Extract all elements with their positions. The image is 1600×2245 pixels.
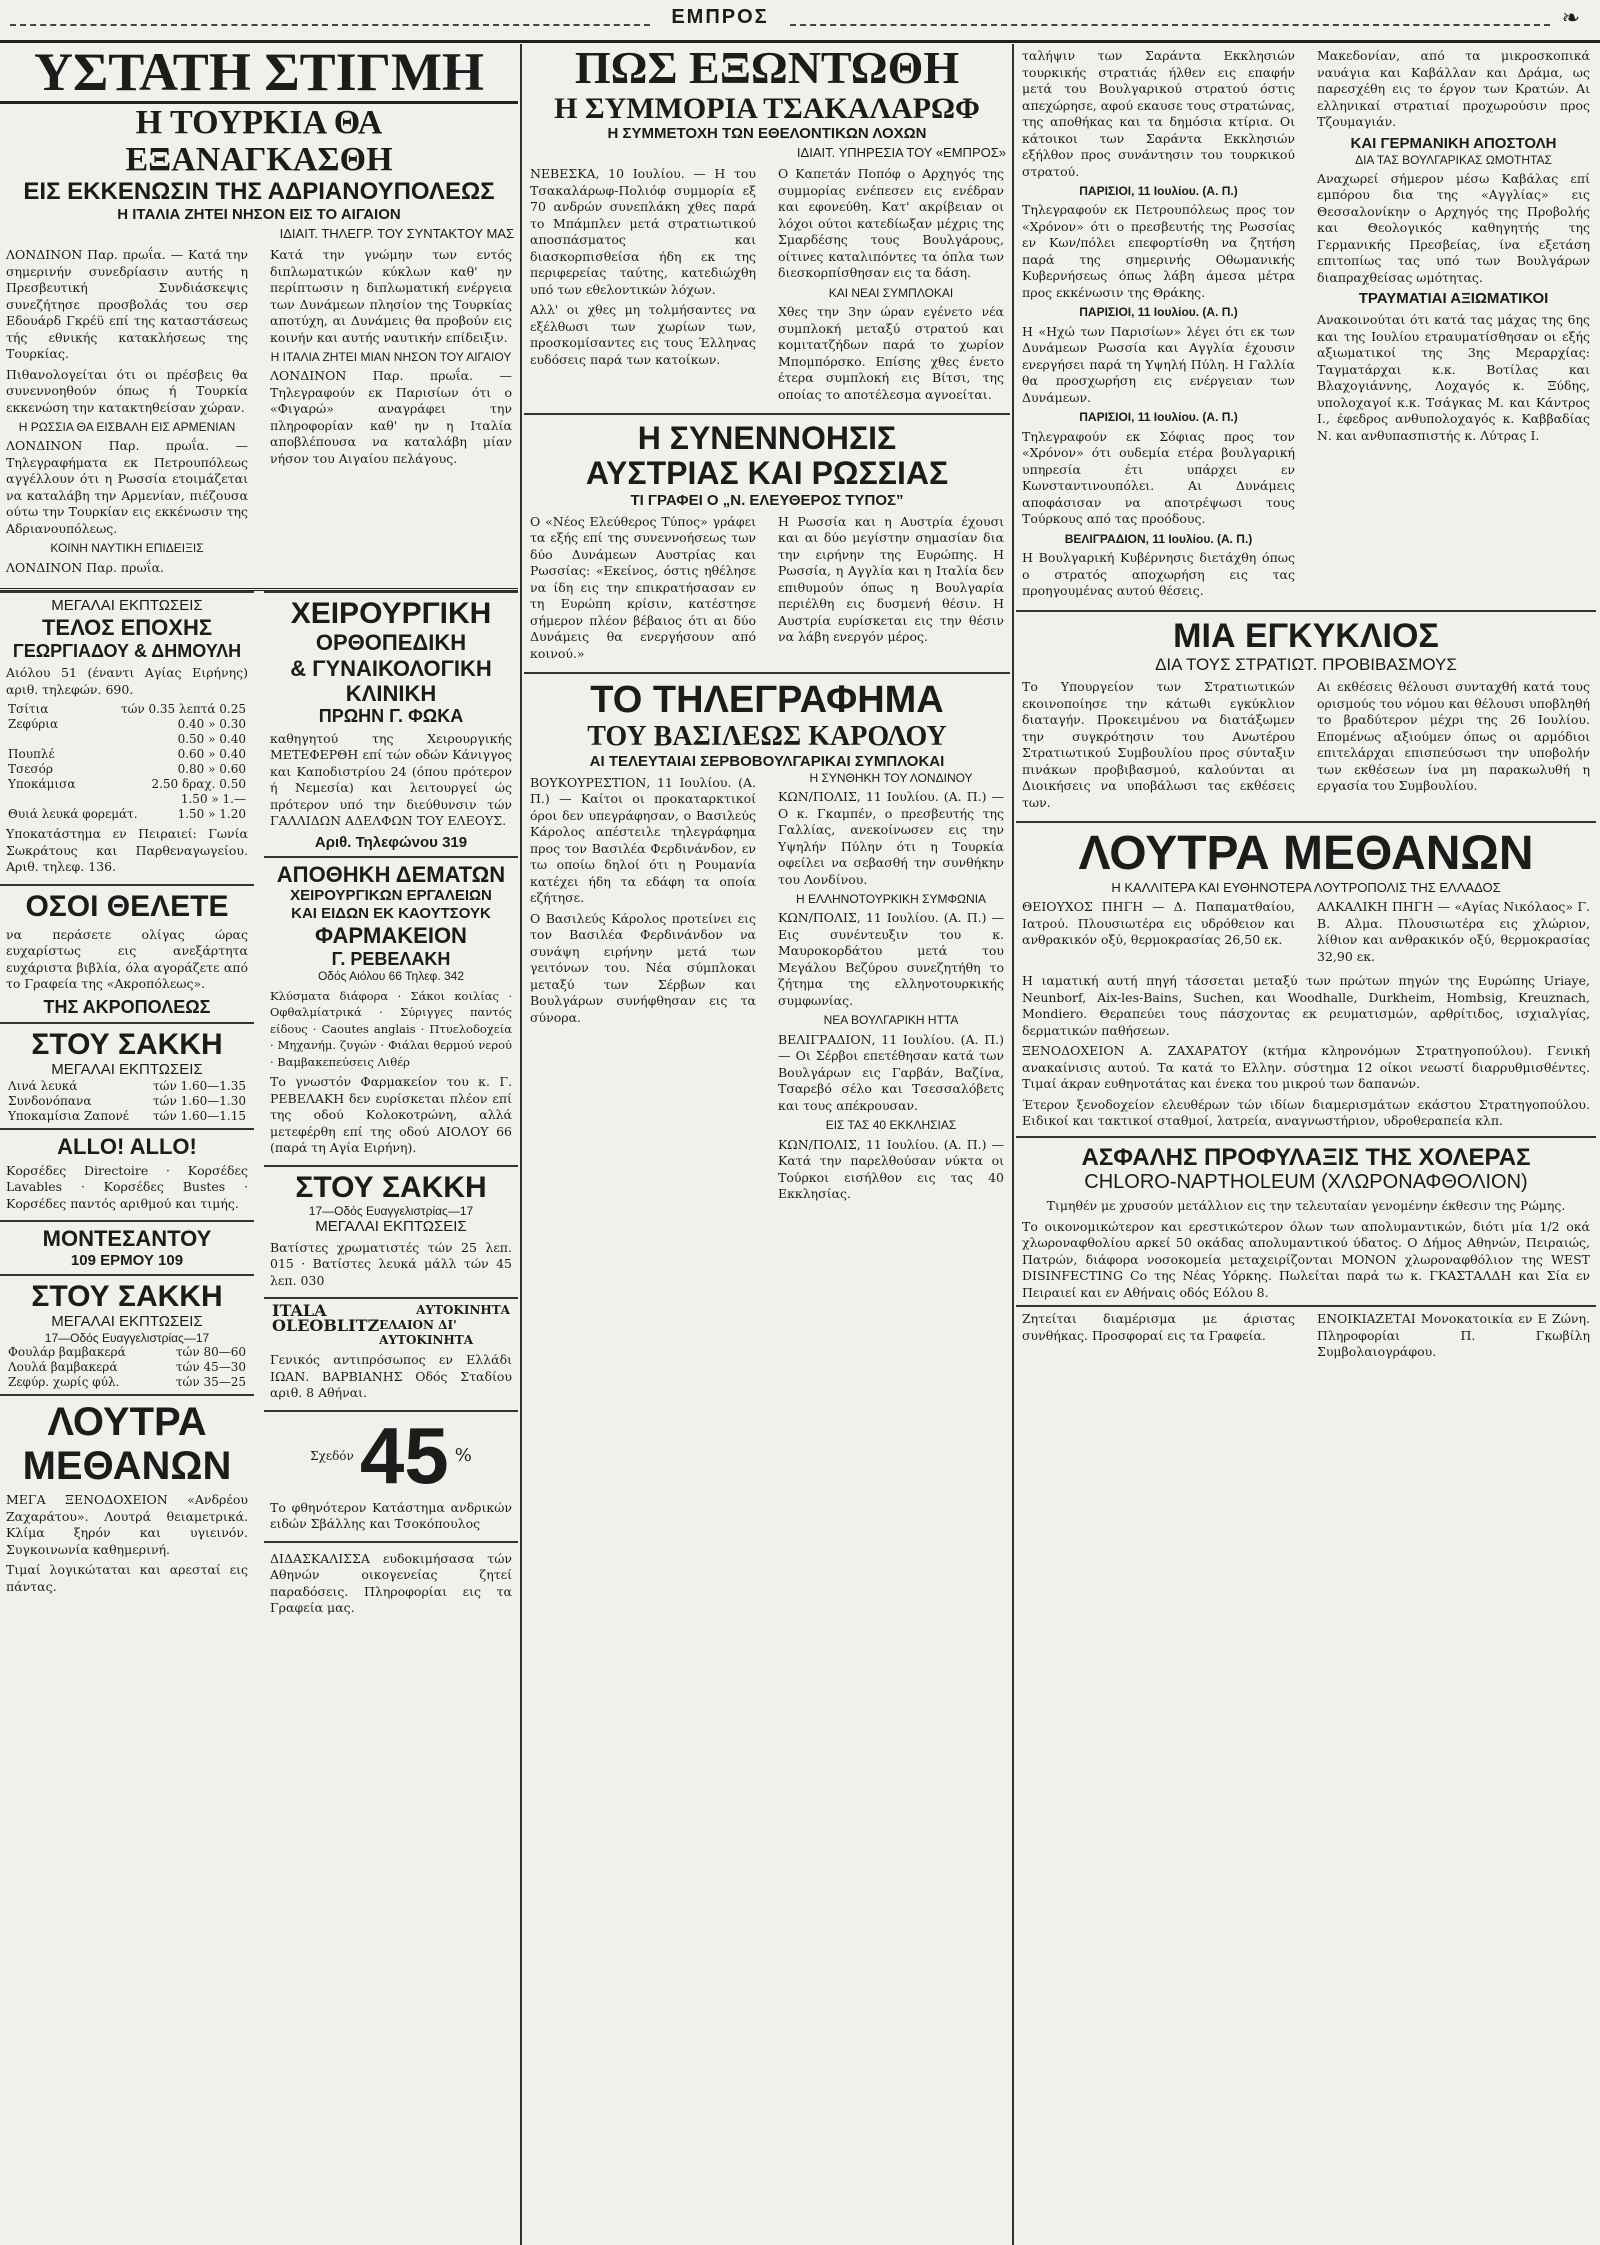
article-paragraph: Κατά την γνώμην των εντός διπλωματικών κύκλων καθ' ην περίπτωσιν η διπλωματική ενέργεια των Δυνάμεων πλησίον της Τουρκίας αποτύχη, αι Δυνάμεις θα προβούν εις κοινήν και αυτής ναυτικήν επίδειξιν. — [270, 247, 512, 345]
price-item: Πουπλέ — [8, 747, 55, 762]
article-paragraph: ΝΕΒΕΣΚΑ, 10 Ιουλίου. — Η του Τσακαλάρωφ-Πολιόφ συμμορία εξ 70 ανδρών συνεπλάκη χθες παρά το Μπάμπλεν μετά στρατιωτικού αποσπάσματος και διασκορπισθείσα ήδη εκ της περιφερείας ταύτης, κατεδιώχθη υπό των εθελοντικών λόχων. — [530, 166, 756, 297]
headline: Η ΤΟΥΡΚΙΑ ΘΑ ΕΞΑΝΑΓΚΑΣΘΗ — [125, 103, 393, 179]
article-paragraph: Το Υπουργείον των Στρατιωτικών εκοινοποίησε την κάτωθι εγκύκλιον διαταγήν. Προκειμένου να διατάξωμεν την συγκρότησιν του Ανωτέρου Στρατιωτικού Συμβουλίου προς σύνταξιν πινάκων προβιβασμού, καλούνται αι Διοικήσεις να υποβάλωσι τας εκθέσεις των. — [1022, 679, 1295, 810]
article-paragraph: Ο Βασιλεύς Κάρολος προτείνει εις τον Βασιλέα Φερδινάνδον να συνάψη ειρήνην μετά των γειτόνων του. Νέα σύμπλοκαι μεταξύ των Σέρβων και Βουλγάρων συνήφθησαν εις τα σύνορα. — [530, 910, 756, 1025]
ad-subtitle: ΜΕΓΑΛΑΙ ΕΚΠΤΩΣΕΙΣ — [51, 1312, 203, 1330]
ad-body: Γενικός αντιπρόσωπος εν Ελλάδι ΙΩΑΝ. ΒΑΡΒΙΑΝΗΣ Οδός Σταδίου αριθ. 8 Αθήναι. — [270, 1352, 512, 1401]
ad-body: Το φθηνότερον Κατάστημα ανδρικών ειδών Σβάλλης και Τσοκόπουλος — [270, 1499, 512, 1532]
ad-subtitle: ΜΕΓΑΛΑΙ ΕΚΠΤΩΣΕΙΣ — [51, 1060, 203, 1078]
headline: ΤΟ ΤΗΛΕΓΡΑΦΗΜΑ — [590, 679, 944, 722]
ad-subheadline: Η ΚΑΛΛΙΤΕΡΑ ΚΑΙ ΕΥΘΗΝΟΤΕΡΑ ΛΟΥΤΡΟΠΟΛΙΣ ΤΗΣ ΕΛΛΑΔΟΣ — [1111, 879, 1501, 895]
classified-ad: ΕΝΟΙΚΙΑΖΕΤΑΙ Μονοκατοικία εν Ε Ζώνη. Πληροφορίαι Π. Γκωβίλη Συμβολαιογράφου. — [1317, 1311, 1590, 1360]
price-item: Τσίτια — [8, 702, 49, 717]
article-columns — [524, 510, 1010, 667]
price-row — [8, 1345, 246, 1360]
article-columns — [524, 771, 1010, 1207]
divider — [1016, 821, 1596, 823]
section-subheading: ΚΑΙ ΝΕΑΙ ΣΥΜΠΛΟΚΑΙ — [828, 285, 954, 300]
price-item: Συνδονόπανα — [8, 1093, 92, 1108]
ad-body: να περάσετε ολίγας ώρας ευχαρίστως εις ανεξάρτητα ευχάριστα βιβλία, όλα αγοράζετε από το Γραφεία της «Ακροπόλεως». — [6, 926, 248, 992]
section-heading: ΚΑΙ ΓΕΡΜΑΝΙΚΗ ΑΠΟΣΤΟΛΗ — [1350, 134, 1557, 152]
ad-allo — [0, 1128, 254, 1221]
divider — [1016, 1136, 1596, 1138]
ad-title: ΜΟΝΤΕΣΑΝΤΟΥ — [42, 1226, 212, 1252]
article-paragraph: Τηλεγραφούν εκ Σόφιας προς τον «Χρόνον» ότι ουδεμία ετέρα βουλγαρική υπηρεσία έτι υπάρχει εν Κωνσταντινουπόλει. Αι Δυνάμεις αποφάσισαν να αποτρέψωσι τους Τούρκους από τας προόδους. — [1022, 428, 1295, 527]
column-rule — [1012, 44, 1014, 2245]
ad-subtitle: ΜΕΓΑΛΑΙ ΕΚΠΤΩΣΕΙΣ — [315, 1217, 467, 1235]
ad-title: ΠΡΩΗΝ Γ. ΦΩΚΑ — [318, 706, 464, 727]
price-row — [8, 1375, 246, 1390]
ornament-icon: ❧ — [1561, 6, 1580, 31]
ad-title: ΚΑΙ ΕΙΔΩΝ ΕΚ ΚΑΟΥΤΣΟΥΚ — [291, 905, 491, 923]
article-paragraph: Αλλ' οι χθες μη τολμήσαντες να εξέλθωσι των χωρίων των, προσκομίσαντες εις τους Έλληνας ευδόσεις παρά των κατοίκων. — [530, 302, 756, 367]
subheadline: Η ΣΥΜΜΕΤΟΧΗ ΤΩΝ ΕΘΕΛΟΝΤΙΚΩΝ ΛΟΧΩΝ — [607, 125, 927, 143]
ad-body: ΑΛΚΑΛΙΚΗ ΠΗΓΗ — «Αγίας Νικόλαος» Γ. Β. Αλμα. Πλουσιωτέρα εις χλώριον, λίθιον και ανθρακικόν οξύ, θερμοκρασίας 32,90 εκ. — [1317, 899, 1590, 964]
ad-address: 17—Οδός Ευαγγελιστρίας—17 — [308, 1203, 474, 1218]
price-row — [8, 747, 246, 762]
ad-columns — [1016, 895, 1596, 969]
ad-title: ΤΗΣ ΑΚΡΟΠΟΛΕΩΣ — [43, 996, 211, 1017]
ad-body: Κορσέδες Directoire · Κορσέδες Lavables · Κορσέδες Bustes · Κορσέδες παντός αριθμού και τιμής. — [6, 1162, 248, 1211]
ad-title: ΣΤΟΥ ΣΑΚΚΗ — [31, 1027, 223, 1061]
price-row — [8, 717, 246, 732]
article-columns — [1016, 44, 1596, 604]
ad-phone: Αριθ. Τηλεφώνου 319 — [314, 833, 468, 851]
article-paragraph: Η Βουλγαρική Κυβέρνησις διετάχθη όπως ο στρατός αποχωρήση εις τας προηγουμένας αυτού θέσεις. — [1022, 550, 1295, 599]
price-row — [8, 1360, 246, 1375]
article-paragraph: Αι εκθέσεις θέλουσι συνταχθή κατά τους ορισμούς του νόμου και θέλουσι υποβληθή το βραδύτερον μέχρι της 26 Ιουλίου. Επομένως αξιούμεν όπως οι αρμόδιοι επιτελάρχαι επισπεύσωσι την υποβολήν των εκθέσεων ίνα μη παρακωλυθή η εργασία του Συμβουλίου. — [1317, 679, 1590, 794]
ad-body: ΔΙΔΑΣΚΑΛΙΣΣΑ ευδοκιμήσασα τών Αθηνών οικογενείας ζητεί παραδόσεις. Πληροφορίαι εις τα Γραφεία μας. — [270, 1550, 512, 1616]
ad-title: ΣΤΟΥ ΣΑΚΚΗ — [31, 1279, 223, 1313]
price-item: Φουλάρ βαμβακερά — [8, 1345, 126, 1359]
ad-note: Υποκατάστημα εν Πειραιεί: Γωνία Σωκράτους και Παρθεναγωγείου. Αριθ. τηλεφ. 136. — [6, 826, 248, 875]
price-value: τών 1.60—1.15 — [153, 1108, 246, 1123]
article-paragraph: ΒΟΥΚΟΥΡΕΣΤΙΟΝ, 11 Ιουλίου. (Α. Π.) — Καίτοι οι προκαταρκτικοί όροι δεν υπεγράφησαν, ο Βασιλεύς Κάρολος απέστειλε τηλεγράφημα προς τον Βασιλέα Φερδινάνδον, εν τω οποίω δηλοί ότι η Ρουμανία κατέχει ήδη τα εδάφη τα οποία εζήτησε. — [530, 774, 756, 906]
article-paragraph: Χθες την 3ην ώραν εγένετο νέα συμπλοκή μεταξύ στρατού και κομιτατζήδων παρά το χωρίον Μπομπόρσκο. Επίσης χθες ένετο έτερα συμπλοκή εις Βίτσι, της οποίας το αποτέλεσμα αγνοείται. — [778, 304, 1004, 402]
price-item: Υποκάμισα — [8, 777, 76, 792]
price-row — [8, 1109, 246, 1124]
price-row — [8, 1079, 246, 1094]
ad-address: 17—Οδός Ευαγγελιστρίας—17 — [44, 1330, 210, 1345]
dateline: ΠΑΡΙΣΙΟΙ, 11 Ιουλίου. (Α. Π.) — [1079, 410, 1238, 425]
price-row — [8, 807, 246, 822]
article-columns — [1016, 675, 1596, 815]
article-paragraph: ΚΩΝ/ΠΟΛΙΣ, 11 Ιουλίου. (Α. Π.) — Κατά την παρελθούσαν νύκτα οι Τούρκοι εισήλθον εις τας 40 Εκκλησίας. — [778, 1136, 1004, 1202]
subheadline: ΔΙΑ ΤΟΥΣ ΣΤΡΑΤΙΩΤ. ΠΡΟΒΙΒΑΣΜΟΥΣ — [1155, 654, 1457, 674]
ad-title: ΜΕΓΑΛΑΙ ΕΚΠΤΩΣΕΙΣ — [51, 597, 203, 615]
article-paragraph: Ανακοινούται ότι κατά τας μάχας της 6ης και της Ιουλίου ετραυματίσθησαν οι εξής αξιωματικοί της 3ης Μεραρχίας: Ταγματάρχαι κ.κ. Βοτίλας και Βλαχογιάννης, Λοχαγός κ. Ξύδης, υπολοχαγοί κ.κ. Τσάγκας Μ. και Κάντρος Ι., έφεδρος ανθυπολοχαγός κ. Καββαδίας Ν. και ανθυπασπιστής κ. Λύτρας Ι. — [1317, 312, 1590, 443]
price-row — [8, 732, 246, 747]
headline: ΤΟΥ ΒΑΣΙΛΕΩΣ ΚΑΡΟΛΟΥ — [587, 720, 947, 752]
ad-title: ΤΕΛΟΣ ΕΠΟΧΗΣ — [41, 615, 213, 641]
ad-address: Οδός Αιόλου 66 Τηλεφ. 342 — [317, 969, 465, 984]
ad-title: & ΓΥΝΑΙΚΟΛΟΓΙΚΗ — [290, 655, 492, 681]
ad-stou-sakki — [0, 1022, 254, 1128]
price-value: τών 45—30 — [175, 1360, 246, 1374]
headline: ΜΙΑ ΕΓΚΥΚΛΙΟΣ — [1173, 616, 1439, 655]
section-subheading: ΔΙΑ ΤΑΣ ΒΟΥΛΓΑΡΙΚΑΣ ΩΜΟΤΗΤΑΣ — [1355, 152, 1552, 167]
article-paragraph: ΛΟΝΔΙΝΟΝ Παρ. πρωΐα. — Τηλεγραφούν εκ Παρισίων ότι ο «Φιγαρώ» αναγράφει την πληροφορίαν καθ' ην η Ιταλία αποβλέπουσα να καταλάβη μίαν νήσον του Αιγαίου πελάγους. — [270, 368, 512, 466]
price-value: 2.50 δραχ. 0.50 — [151, 777, 246, 792]
ad-headline: ΛΟΥΤΡΑ ΜΕΘΑΝΩΝ — [1078, 827, 1534, 881]
article-paragraph: Η «Ηχώ των Παρισίων» λέγει ότι εκ των Δυνάμεων Ρωσσία και Αγγλία έχουσιν ενεργήσει παρά τη Υψηλή Πύλη. Η Γαλλία θα προσχωρήση εις ενέργειαν των Δυνάμεων. — [1022, 323, 1295, 405]
ad-title: ΣΤΟΥ ΣΑΚΚΗ — [295, 1170, 487, 1204]
headline: Η ΣΥΜΜΟΡΙΑ ΤΣΑΚΑΛΑΡΩΦ — [554, 92, 980, 126]
ad-osoi-thelete — [0, 884, 254, 1022]
article-paragraph: ΛΟΝΔΙΝΟΝ Παρ. πρωΐα. — Κατά την σημερινήν συνεδρίασιν αυτής η Πρεσβευτική Συνδιάσκεψις συνεζήτησε προσβολάς του σερ Εδουάρδ Γκρέϋ επί της καταστάσεως τής εθνικής κατακλήσεως της Τουρκίας. — [6, 247, 248, 362]
article-paragraph: ΒΕΛΙΓΡΑΔΙΟΝ, 11 Ιουλίου. (Α. Π.) — Οι Σέρβοι επετέθησαν κατά των Βουλγάρων εις Γαρβάν, Βαζίνα, Τσαρεβό σέλο και Τσεσσαλόβετς και τους απέκρουσαν. — [778, 1031, 1004, 1113]
ad-title: ΓΕΩΡΓΙΑΔΟΥ & ΔΗΜΟΥΛΗ — [12, 640, 242, 661]
price-item: Υποκαμίσια Ζαπονέ — [8, 1108, 130, 1123]
article-paragraph: ΚΩΝ/ΠΟΛΙΣ, 11 Ιουλίου. (Α. Π.) — Εις συνέντευξιν του κ. Μαυροκορδάτου μετά του Μεγάλου Βεζύρου συνεζητήθη το ζήτημα της ελληνοτουρκικής συμφωνίας. — [778, 910, 1004, 1008]
ad-body: ΞΕΝΟΔΟΧΕΙΟΝ Α. ΖΑΧΑΡΑΤΟΥ (κτήμα κληρονόμων Στρατηγοπούλου). Γενική ανακαίνισις αυτού. Τα κατά το Ελλην. σύστημα 12 οίκοι νεωστί διαρρυθμισθέντες. Τιμαί άκραν ευθηνοτάτας και ένεκα του μικρού των δαπανών. — [1022, 1043, 1590, 1092]
newspaper-name: ΕΜΠΡΟΣ — [671, 6, 769, 28]
price-item: Ζεφύρια — [8, 717, 59, 732]
flash-heading: ΥΣΤΑΤΗ ΣΤΙΓΜΗ — [0, 44, 518, 104]
ads-area — [0, 588, 518, 1625]
subheadline-secondary: Η ΙΤΑΛΙΑ ΖΗΤΕΙ ΝΗΣΟΝ ΕΙΣ ΤΟ ΑΙΓΑΙΟΝ — [117, 206, 401, 224]
article-paragraph: Ο «Νέος Ελεύθερος Τύπος» γράφει τα εξής επί της συνεννοήσεως των δύο Δυνάμεων Αυστρίας και Ρωσσίας: «Εκείνος, όστις ηθέλησε να ίδη εις την επικρατήσασαν εν τη Ευρώπη κρίσιν, κατέστησε σήμερον πλέον βέβαιος ότι αι δύο Δυνάμεις θα ενεργήσουν από κοινού.» — [530, 513, 756, 661]
ad-title: ΧΕΙΡΟΥΡΓΙΚΗ — [290, 597, 492, 631]
price-value: τών 80—60 — [175, 1345, 246, 1359]
ad-itala — [264, 1297, 518, 1410]
price-value: τών 1.60—1.30 — [153, 1093, 246, 1108]
price-value: 1.50 » 1.20 — [177, 807, 246, 822]
price-value: 0.80 » 0.60 — [177, 762, 246, 777]
byline: ΙΔΙΑΙΤ. ΥΠΗΡΕΣΙΑ ΤΟΥ «ΕΜΠΡΟΣ» — [796, 145, 1006, 161]
ad-suffix: % — [454, 1445, 472, 1467]
headline: ΑΥΣΤΡΙΑΣ ΚΑΙ ΡΩΣΣΙΑΣ — [585, 455, 949, 492]
subheadline: ΕΙΣ ΕΚΚΕΝΩΣΙΝ ΤΗΣ ΑΔΡΙΑΝΟΥΠΟΛΕΩΣ — [23, 178, 495, 206]
price-value: 0.60 » 0.40 — [177, 747, 246, 762]
article-columns — [0, 243, 518, 580]
price-row — [8, 762, 246, 777]
article-columns — [524, 162, 1010, 407]
price-row — [8, 1094, 246, 1109]
ad-big-number: 45 — [359, 1410, 449, 1500]
ad-clinic — [264, 591, 518, 856]
price-value: 0.40 » 0.30 — [177, 717, 246, 732]
ad-body: Η ιαματική αυτή πηγή τάσσεται μεταξύ των πρώτων πηγών της Ευρώπης Uriaye, Neunborf, Aix-les-Bains, Suchen, και Woodhalle, Durkheim, Hombsig, Kreuznach, Mondiero. Θεραπεύει τους πάσχοντας εκ ρευματισμών, αρθρίτιδος, ισχιαλγίας, δερματικών παθήσεων. — [1022, 973, 1590, 1038]
ad-title: Γ. ΡΕΒΕΛΑΚΗ — [331, 948, 451, 969]
price-row — [8, 702, 246, 717]
subheadline: ΑΙ ΤΕΛΕΥΤΑΙΑΙ ΣΕΡΒΟΒΟΥΛΓΑΡΙΚΑΙ ΣΥΜΠΛΟΚΑΙ — [589, 752, 945, 770]
price-row — [8, 777, 246, 792]
ad-body: Έτερον ξενοδοχείον ελευθέρων τών ιδίων διαμερισμάτων εκάστου Στρατηγοπούλου. Ειδικοί και τακτικοί σταθμοί, λατρεία, αναγνωστήριον, υδροθεραπεία κλπ. — [1022, 1096, 1590, 1129]
ad-prefix: Σχεδόν — [310, 1448, 354, 1463]
divider — [524, 413, 1010, 415]
column-right — [1016, 44, 1596, 2245]
ad-brand: OLEOBLITZ — [272, 1316, 380, 1336]
price-item: Λουλά βαμβακερά — [8, 1360, 118, 1374]
ad-title: ΟΣΟΙ ΘΕΛΕΤΕ — [25, 889, 229, 923]
price-item: Ζεφύρ. χωρίς φύλ. — [8, 1375, 120, 1389]
ad-stou-sakki-3 — [264, 1165, 518, 1298]
ad-row — [272, 1318, 510, 1348]
classified-ad: Ζητείται διαμέρισμα με άριστας συνθήκας. Προσφοραί εις τα Γραφεία. — [1022, 1311, 1295, 1343]
section-subheading: ΝΕΑ ΒΟΥΛΓΑΡΙΚΗ ΗΤΤΑ — [823, 1013, 959, 1028]
divider — [524, 672, 1010, 674]
ad-body: Τιμαί λογικώταται και αρεσταί εις πάντας. — [6, 1562, 248, 1594]
column-rule — [520, 44, 522, 2245]
ads-column-b — [264, 591, 518, 1625]
price-value: τών 0.35 λεπτά 0.25 — [120, 702, 246, 717]
ad-title: ΚΛΙΝΙΚΗ — [345, 680, 437, 706]
classifieds — [1016, 1305, 1596, 1365]
ads-column-a — [0, 591, 254, 1625]
ad-title: ALLO! ALLO! — [57, 1133, 197, 1159]
masthead — [0, 0, 1600, 43]
ad-title: ΧΕΙΡΟΥΡΓΙΚΩΝ ΕΡΓΑΛΕΙΩΝ — [290, 887, 492, 905]
subheadline: ΤΙ ΓΡΑΦΕΙ Ο „Ν. ΕΛΕΥΘΕΡΟΣ ΤΥΠΟΣ” — [630, 491, 904, 509]
ad-pharmacy — [264, 856, 518, 1165]
column-left — [0, 44, 518, 2245]
ad-items: Κλύσματα διάφορα · Σάκοι κοιλίας · Οφθαλμίατρικά · Σύριγγες παντός είδους · Caoutes anglais · Πτυελοδοχεία · Μηχανήμ. ζυγών · Φιάλαι θερμού νερού · Βαμβακεπεύσεις Λιθέρ — [270, 988, 512, 1069]
ad-teacher — [264, 1541, 518, 1625]
section-subheading: Η ΙΤΑΛΙΑ ΖΗΤΕΙ ΜΙΑΝ ΝΗΣΟΝ ΤΟΥ ΑΙΓΑΙΟΥ — [270, 350, 512, 365]
article-paragraph: Τηλεγραφούν εκ Πετρουπόλεως προς τον «Χρόνον» ότι ο πρεσβευτής της Ρωσσίας εν Κων/πόλει επεφορτίσθη να ζητήση παρά της σημερινής Οθωμανικής Κυβερνήσεως όπως λάβη άμεσα μέτρα προς εκκένωσιν της Θράκης. — [1022, 202, 1295, 300]
ad-body: Βατίστες χρωματιστές τών 25 λεπ. 015 · Βατίστες λευκά μάλλ τών 45 λεπ. 030 — [270, 1239, 512, 1288]
ad-body: Το οικονομικώτερον και ερεστικώτερον όλων των απολυμαντικών, διότι μία 1/2 οκά χλωροναφθολίου αρκεί 50 οκάδας απολυμαντικού ύδατος. Ο Δήμος Αθηνών, Πειραιώς, Πατρών, διάφορα νοσοκομεία μεταχειρίζονται ΜΟΝΟΝ χλωροναφθόλιον της WEST DISINFECTING Co της Νέας Υόρκης. Πωλείται παρά τω κ. ΓΚΑΣΤΑΛΔΗ και Σία εν Πειραιεί και εν Αθήναις οδός Εόλου 8. — [1022, 1218, 1590, 1300]
section-subheading: Η ΡΩΣΣΙΑ ΘΑ ΕΙΣΒΑΛΗ ΕΙΣ ΑΡΜΕΝΙΑΝ — [18, 420, 236, 435]
ad-loutra — [0, 1394, 254, 1603]
dateline: ΠΑΡΙΣΙΟΙ, 11 Ιουλίου. (Α. Π.) — [1079, 305, 1238, 320]
article-paragraph: Αναχωρεί σήμερον μέσω Καβάλας επί εμπόρου δια της «Αγγλίας» εις Θεσσαλονίκην ο Αρχηγός της Προβολής και Θεολογικός καθηγητής της Γερμανικής Πρεσβείας, ίνα εξετάση επιτοπίως τας υπό των Βουλγάρων διαπραχθείσας ωμότητας. — [1317, 170, 1590, 285]
masthead-rule-left — [10, 24, 650, 26]
price-list — [0, 702, 254, 822]
price-value: τών 1.60—1.35 — [153, 1078, 246, 1093]
divider — [1016, 610, 1596, 612]
ad-body: καθηγητού της Χειρουργικής ΜΕΤΕΦΕΡΘΗ επί τών οδών Κάνιγγος και Καποδιστρίου 24 (όπου πρότερον ή Νεμεσία) και λειτουργεί ώς πρότερον υπό την διεύθυνσιν τών ΓΑΛΛΙΔΩΝ ΑΔΕΛΦΩΝ ΤΟΥ ΕΛΕΟΥΣ. — [270, 730, 512, 829]
section-subheading: Η ΣΥΝΘΗΚΗ ΤΟΥ ΛΟΝΔΙΝΟΥ — [809, 770, 973, 785]
ad-title: ΟΡΘΟΠΕΔΙΚΗ — [315, 630, 467, 656]
ad-body: ΜΕΓΑ ΞΕΝΟΔΟΧΕΙΟΝ «Ανδρέου Ζαχαράτου». Λουτρά θειαμετρικά. Κλίμα ξηρόν και υγιεινόν. Συγκοινωνία καθημερινή. — [6, 1492, 248, 1557]
section-subheading: Η ΕΛΛΗΝΟΤΟΥΡΚΙΚΗ ΣΥΜΦΩΝΙΑ — [795, 892, 987, 907]
ad-body: ΘΕΙΟΥΧΟΣ ΠΗΓΗ — Δ. Παπαματθαίου, Ιατρού. Πλουσιωτέρα εις υδρόθειον και ανθρακικόν οξύ, θερμοκρασίας 26,50 εκ. — [1022, 899, 1295, 948]
section-heading: ΤΡΑΥΜΑΤΙΑΙ ΑΞΙΩΜΑΤΙΚΟΙ — [1358, 290, 1549, 308]
section-subheading: ΕΙΣ ΤΑΣ 40 ΕΚΚΛΗΣΙΑΣ — [825, 1118, 957, 1133]
column-middle — [524, 44, 1010, 2245]
ad-body: Τιμηθέν με χρυσούν μετάλλιον εις την τελευταίαν γενομένην έκθεσιν της Ρώμης. — [1046, 1198, 1566, 1214]
price-item: Τσεσόρ — [8, 762, 53, 777]
article-paragraph: Πιθανολογείται ότι οι πρέσβεις θα συνεννοηθούν όπως ή Τουρκία εκκενώση την κατακτηθείσαν χώραν. — [6, 366, 248, 415]
masthead-rule-right — [790, 24, 1550, 26]
price-row — [8, 792, 246, 807]
headline: Η ΣΥΝΕΝΝΟΗΣΙΣ — [637, 420, 897, 457]
ad-title: ΜΕΘΑΝΩΝ — [22, 1444, 232, 1488]
article-paragraph: ταλήψιν των Σαράντα Εκκλησιών τουρκικής στρατιάς ήλθεν εις επαφήν μετά του Βουλγαρικού στρατού όστις απεχώρησε, αφού εκαυσε τους στρατώνας, της αποθήκας και τα δημόσια κτίρια. Οι κάτοικοι των Σαράντα Εκκλησιών εξήλθον προς συνάντησιν του τουρκικού στρατού. — [1022, 48, 1295, 179]
price-item: Θυιά λευκά φορεμάτ. — [8, 807, 138, 822]
ad-address: Αιόλου 51 (έναντι Αγίας Ειρήνης) αριθ. τηλεφών. 690. — [6, 665, 248, 697]
ad-label: ΑΥΤΟΚΙΝΗΤΑ — [416, 1303, 510, 1318]
ad-stou-sakki-2 — [0, 1274, 254, 1394]
ad-title: ΛΟΥΤΡΑ — [47, 1400, 207, 1444]
ad-45-percent — [264, 1410, 518, 1541]
headline: ΠΩΣ ΕΞΩΝΤΩΘΗ — [574, 44, 960, 93]
article-paragraph: Μακεδονίαν, από τα μικροσκοπικά ναυάγια και Καβάλλαν και Δράμα, ως παρεσχέθη εις το έργον των Κρατών. Αι ελληνικαί στρατιαί προχωρούσιν προς Τζουμαγιάν. — [1317, 48, 1590, 129]
price-item: Λινά λευκά — [8, 1078, 78, 1093]
ad-label: ΕΛΑΙΟΝ ΔΙ' ΑΥΤΟΚΙΝΗΤΑ — [379, 1318, 474, 1348]
price-value: 0.50 » 0.40 — [177, 732, 246, 747]
price-value: τών 35—25 — [175, 1375, 246, 1389]
ad-subtitle: 109 ΕΡΜΟΥ 109 — [70, 1251, 184, 1269]
dateline: ΒΕΛΙΓΡΑΔΙΟΝ, 11 Ιουλίου. (Α. Π.) — [1064, 531, 1253, 546]
ad-title: ΑΠΟΘΗΚΗ ΔΕΜΑΤΩΝ — [276, 861, 506, 887]
article-paragraph: Η Ρωσσία και η Αυστρία έχουσι και αι δύο μεγίστην σημασίαν δια την ειρήνην της Ευρώπης. Η Ρωσσία, η Αγγλία και η Ιταλία δεν επιθυμούν όπως η Βουλγαρία περιέλθη εις δυσμενή θέσιν. Η Αυστρία ευρίσκεται εις την θέσιν να λάβη ενεργόν μέρος. — [778, 513, 1004, 645]
ad-subheadline: CHLORO-NAPTHOLEUM (ΧΛΩΡΟΝΑΦΘΟΛΙΟΝ) — [1084, 1171, 1528, 1194]
section-subheading: ΚΟΙΝΗ ΝΑΥΤΙΚΗ ΕΠΙΔΕΙΞΙΣ — [50, 541, 204, 556]
ad-brand: ITALA — [272, 1301, 327, 1321]
article-paragraph: ΚΩΝ/ΠΟΛΙΣ, 11 Ιουλίου. (Α. Π.) — Ο κ. Γκαμπέν, ο πρεσβευτής της Γαλλίας, ανεκοίνωσεν εις την Υψηλήν Πύλην ότι η Τουρκία οφείλει να σεβασθή την συνθήκην του Λονδίνου. — [778, 789, 1004, 887]
byline: ΙΔΙΑΙΤ. ΤΗΛΕΓΡ. ΤΟΥ ΣΥΝΤΑΚΤΟΥ ΜΑΣ — [279, 226, 514, 242]
ad-note: Το γνωστόν Φαρμακείον του κ. Γ. ΡΕΒΕΛΑΚΗ δεν ευρίσκεται πλέον επί της οδού Κολοκοτρώνη, αλλά μετεφέρθη επί της οδού ΑΙΟΛΟΥ 66 (παρά τη Αγία Ειρήνη). — [270, 1074, 512, 1156]
price-value: 1.50 » 1.— — [180, 792, 246, 807]
ad-headline: ΑΣΦΑΛΗΣ ΠΡΟΦΥΛΑΞΙΣ ΤΗΣ ΧΟΛΕΡΑΣ — [1081, 1143, 1531, 1171]
ad-montesantou — [0, 1220, 254, 1273]
ad-ekptoseis — [0, 591, 254, 883]
ad-45-row — [264, 1410, 518, 1500]
ad-title: ΦΑΡΜΑΚΕΙΟΝ — [315, 923, 467, 949]
article-paragraph: Ο Καπετάν Ποπόφ ο Αρχηγός της συμμορίας ενέπεσεν εις ενέδραν και εφονεύθη. Κατ' ακρίβειαν οι λόχοι ούτοι κατεδίωξαν μέχρις της Σμαρδέσης τους Βουλγάρους, οίτινες καταλιπόντες τα όπλα των διεσκορπίσθησαν εις τα δάση. — [778, 166, 1004, 281]
dateline: ΠΑΡΙΣΙΟΙ, 11 Ιουλίου. (Α. Π.) — [1079, 184, 1238, 198]
article-paragraph: ΛΟΝΔΙΝΟΝ Παρ. πρωΐα. — Τηλεγραφήματα εκ Πετρουπόλεως αγγέλλουν ότι η Ρωσσία ετοιμάζεται να καταλάβη την Αρμενίαν, πιέζουσα ούτω την Τουρκίαν εις εκκένωσιν της Αδριανουπόλεως. — [6, 438, 248, 536]
article-paragraph: ΛΟΝΔΙΝΟΝ Παρ. πρωΐα. — [6, 559, 164, 575]
